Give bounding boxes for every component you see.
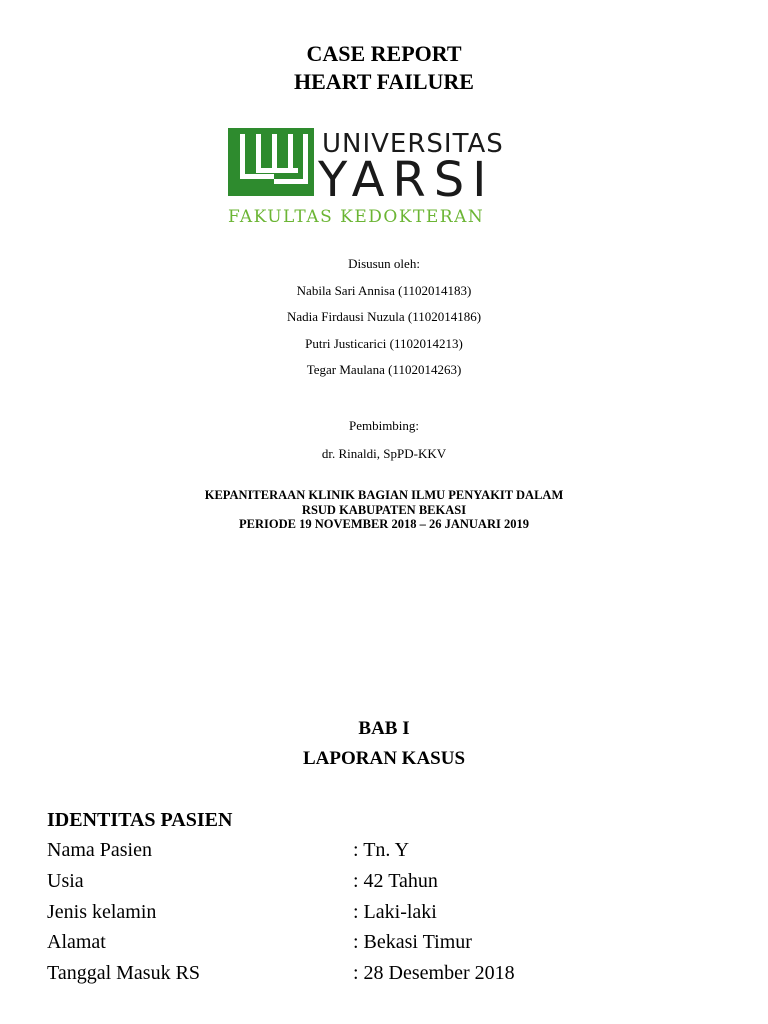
- identity-label: Tanggal Masuk RS: [47, 962, 201, 985]
- authors-label: Disusun oleh:: [348, 256, 420, 271]
- identity-row-jenis-kelamin: [47, 898, 747, 929]
- logo-text-fakultas: FAKULTAS KEDOKTERAN: [228, 207, 485, 227]
- supervisor-label: Pembimbing:: [348, 418, 420, 433]
- identity-label: Usia: [47, 869, 84, 892]
- identity-row-alamat: [47, 928, 747, 959]
- university-logo: [226, 124, 526, 228]
- identity-label: Jenis kelamin: [47, 900, 157, 923]
- identity-value: : 42 Tahun: [353, 869, 438, 892]
- identity-value: : Laki-laki: [353, 900, 437, 923]
- yarsi-emblem-icon: [228, 128, 314, 196]
- identity-row-tanggal-masuk: [47, 959, 747, 990]
- logo-text-universitas: UNIVERSITAS: [322, 129, 504, 159]
- patient-identity-list: [47, 836, 747, 990]
- chapter-heading: [0, 714, 768, 774]
- author-name: Putri Justicarici (1102014213): [305, 335, 463, 351]
- identity-value: : Bekasi Timur: [353, 931, 472, 954]
- institution-block: [0, 488, 768, 532]
- supervisor-section: [0, 416, 768, 472]
- author-name: Nabila Sari Annisa (1102014183): [296, 282, 472, 298]
- chapter-title: LAPORAN KASUS: [302, 748, 466, 769]
- chapter-number: BAB I: [358, 718, 410, 739]
- identity-value: : 28 Desember 2018: [353, 962, 515, 985]
- patient-identity-heading: IDENTITAS PASIEN: [47, 809, 233, 831]
- author-name: Tegar Maulana (1102014263): [306, 362, 462, 378]
- title-line-heart-failure: HEART FAILURE: [294, 69, 474, 94]
- document-title: [0, 40, 768, 96]
- authors-section: [0, 254, 768, 387]
- supervisor-name: dr. Rinaldi, SpPD-KKV: [321, 446, 447, 461]
- identity-label: Nama Pasien: [47, 839, 152, 861]
- logo-text-yarsi: YARSI: [318, 152, 495, 208]
- title-line-case-report: CASE REPORT: [306, 41, 462, 66]
- institution-line-department: KEPANITERAAN KLINIK BAGIAN ILMU PENYAKIT DALAM: [204, 488, 564, 502]
- institution-line-period: PERIODE 19 NOVEMBER 2018 – 26 JANUARI 2019: [239, 517, 529, 531]
- identity-row-nama: [47, 836, 747, 867]
- identity-value: : Tn. Y: [353, 839, 410, 861]
- identity-label: Alamat: [47, 931, 106, 954]
- institution-line-hospital: RSUD KABUPATEN BEKASI: [301, 502, 467, 517]
- identity-row-usia: [47, 867, 747, 898]
- author-name: Nadia Firdausi Nuzula (1102014186): [286, 309, 482, 325]
